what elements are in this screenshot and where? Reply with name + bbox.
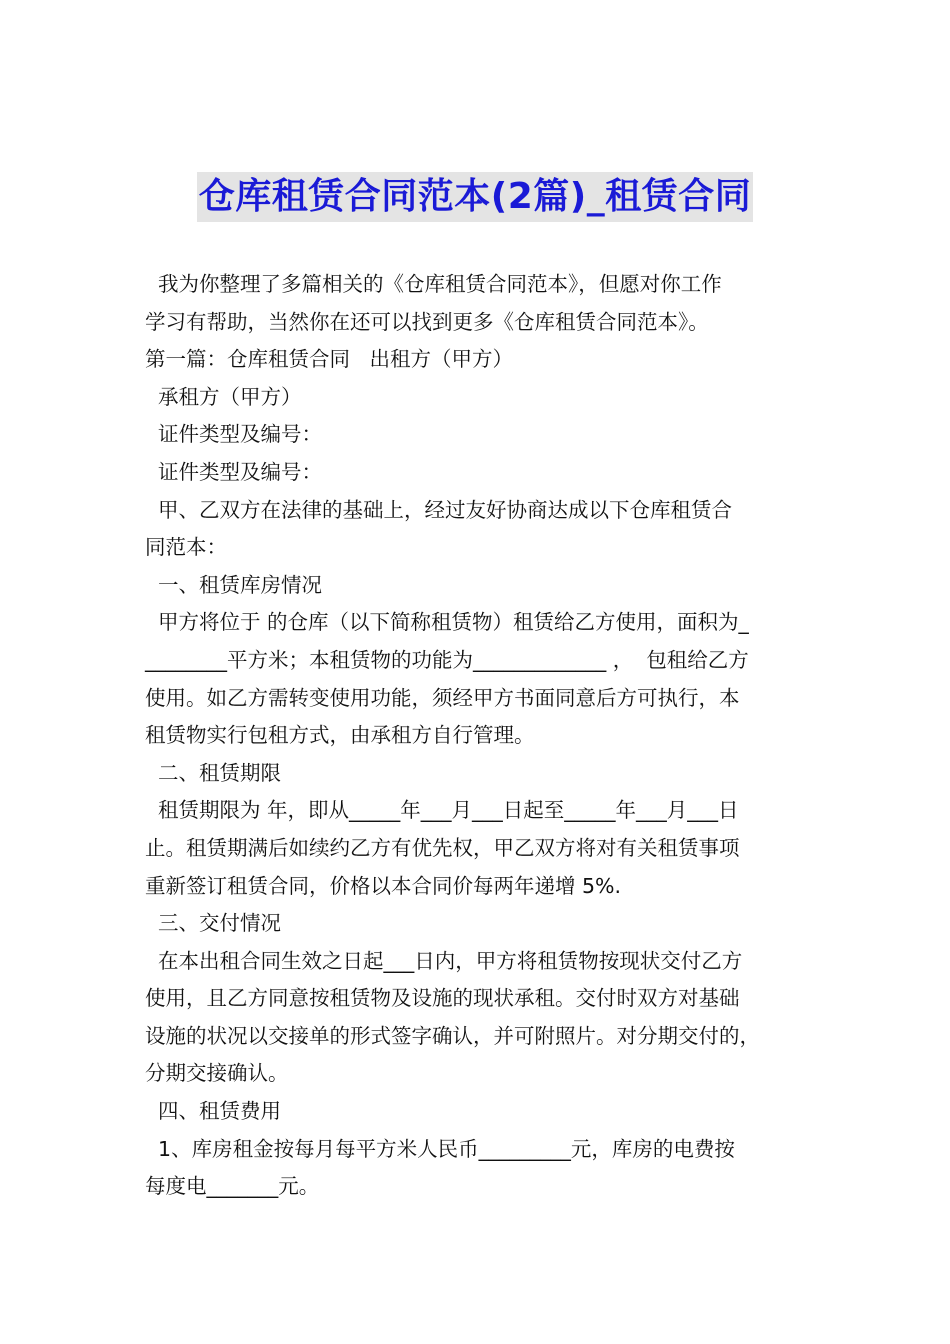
document-body	[145, 266, 810, 1206]
body-line: 一、租赁库房情况	[145, 572, 323, 597]
body-line: ________平方米；本租赁物的功能为_____________ ， 包租给乙方	[145, 647, 749, 672]
body-line: 在本出租合同生效之日起___日内，甲方将租赁物按现状交付乙方	[145, 948, 743, 973]
body-line: 证件类型及编号：	[145, 459, 323, 484]
body-line: 四、租赁费用	[145, 1099, 282, 1124]
body-line: 重新签订租赁合同，价格以本合同价每两年递增 5%.	[145, 873, 622, 898]
body-line: 第一篇：仓库租赁合同 出租方（甲方）	[145, 347, 514, 372]
body-line: 使用，且乙方同意按租赁物及设施的现状承租。交付时双方对基础	[145, 986, 740, 1011]
body-line: 每度电_______元。	[145, 1174, 320, 1199]
body-line: 我为你整理了多篇相关的《仓库租赁合同范本》，但愿对你工作	[145, 272, 722, 296]
body-line: 1、库房租金按每月每平方米人民币_________元，库房的电费按	[145, 1136, 735, 1161]
body-line: 学习有帮助，当然你在还可以找到更多《仓库租赁合同范本》。	[145, 309, 709, 334]
body-line: 甲、乙双方在法律的基础上，经过友好协商达成以下仓库租赁合	[145, 497, 733, 522]
title-wrap	[0, 172, 950, 222]
body-line: 三、交付情况	[145, 911, 282, 936]
body-line: 同范本：	[145, 535, 227, 560]
body-line: 承租方（甲方）	[145, 384, 302, 409]
body-line: 二、租赁期限	[145, 760, 282, 785]
body-line: 分期交接确认。	[145, 1061, 289, 1086]
body-line: 止。租赁期满后如续约乙方有优先权，甲乙双方将对有关租赁事项	[145, 835, 740, 860]
body-line: 租赁期限为 年，即从_____年___月___日起至_____年___月___日	[145, 798, 739, 823]
document-title: 仓库租赁合同范本(2篇)_租赁合同	[197, 172, 753, 222]
body-line: 租赁物实行包租方式，由承租方自行管理。	[145, 723, 535, 748]
body-line: 设施的状况以交接单的形式签字确认，并可附照片。对分期交付的，	[145, 1023, 760, 1048]
body-line: 使用。如乙方需转变使用功能，须经甲方书面同意后方可执行，本	[145, 685, 740, 710]
body-line: 证件类型及编号：	[145, 422, 323, 447]
body-line: 甲方将位于 的仓库（以下简称租赁物）租赁给乙方使用，面积为_	[145, 610, 749, 635]
